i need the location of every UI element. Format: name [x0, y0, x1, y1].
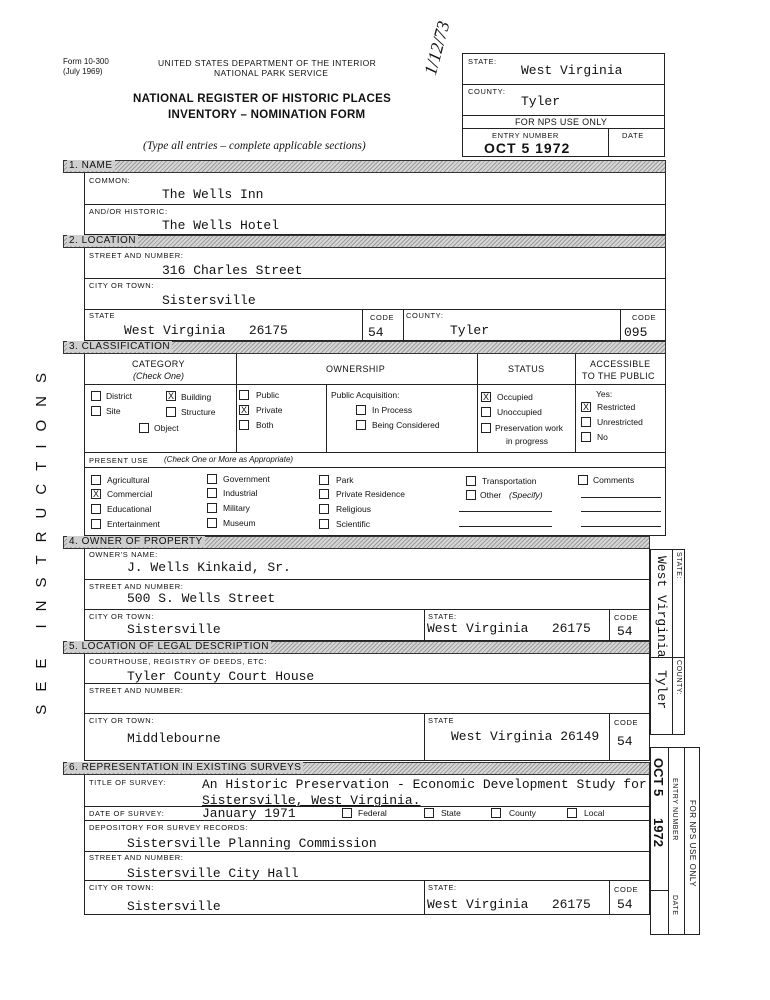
owner-city-label: CITY OR TOWN: [89, 612, 154, 621]
public-label: Public [256, 390, 280, 400]
unrestricted-checkbox[interactable] [581, 417, 591, 427]
courthouse-value: Tyler County Court House [127, 669, 315, 684]
survey-title-label: TITLE OF SURVEY: [89, 778, 166, 787]
survey-city: Sistersville [127, 899, 221, 914]
handwritten-date: 1/12/73 [420, 18, 454, 78]
industrial-label: Industrial [223, 488, 258, 498]
section-4-header: 4. OWNER OF PROPERTY [63, 536, 650, 549]
code-label: CODE [370, 313, 395, 322]
other-checkbox[interactable] [466, 490, 476, 500]
code2-label: CODE [632, 313, 657, 322]
being-considered-label: Being Considered [372, 420, 440, 430]
public-checkbox[interactable] [239, 390, 249, 400]
margin-date-label: DATE [671, 895, 678, 916]
survey-code: 54 [617, 897, 633, 912]
code-value: 54 [368, 325, 384, 340]
federal-label: Federal [358, 808, 387, 818]
owner-state: West Virginia 26175 [427, 621, 591, 636]
margin-state-label: STATE: [675, 552, 682, 580]
owner-code-label: CODE [614, 613, 639, 622]
department: UNITED STATES DEPARTMENT OF THE INTERIOR [158, 58, 377, 68]
code2-value: 095 [624, 325, 648, 340]
in-process-label: In Process [372, 405, 413, 415]
state-option-label: State [441, 808, 461, 818]
legal-city: Middlebourne [127, 731, 221, 746]
owner-street: 500 S. Wells Street [127, 591, 276, 606]
ownership-header: OWNERSHIP [326, 364, 386, 374]
survey-street-label: STREET AND NUMBER: [89, 853, 184, 862]
street-label: STREET AND NUMBER: [89, 251, 184, 260]
common-label: COMMON: [89, 176, 131, 185]
other-label: Other [480, 490, 502, 500]
owner-code: 54 [617, 624, 633, 639]
present-use-label: PRESENT USE [89, 456, 149, 465]
park-label: Park [336, 475, 354, 485]
private-residence-label: Private Residence [336, 489, 405, 499]
state-checkbox[interactable] [424, 808, 434, 818]
status-header: STATUS [508, 364, 545, 374]
being-considered-checkbox[interactable] [356, 420, 366, 430]
restricted-checkbox[interactable]: X [582, 402, 589, 412]
entry-number-label: ENTRY NUMBER [492, 131, 559, 140]
legal-street-label: STREET AND NUMBER: [89, 686, 184, 695]
religious-label: Religious [336, 504, 371, 514]
city-label: CITY OR TOWN: [89, 281, 154, 290]
margin-stamp-month: OCT 5 [651, 758, 666, 797]
owner-name: J. Wells Kinkaid, Sr. [127, 560, 291, 575]
occupied-label: Occupied [497, 392, 533, 402]
preservation-checkbox[interactable] [481, 423, 491, 433]
agricultural-checkbox[interactable] [91, 475, 101, 485]
private-residence-checkbox[interactable] [319, 489, 329, 499]
preservation-label: Preservation work [495, 423, 564, 433]
top-state-value: West Virginia [521, 63, 623, 78]
section-2-header: 2. LOCATION [63, 235, 666, 248]
present-use-note: (Check One or More as Appropriate) [164, 455, 294, 464]
restricted-label: Restricted [597, 402, 636, 412]
owner-street-label: STREET AND NUMBER: [89, 582, 184, 591]
federal-checkbox[interactable] [342, 808, 352, 818]
state-label: STATE [89, 311, 116, 320]
survey-state-label: STATE: [428, 883, 457, 892]
agricultural-label: Agricultural [107, 475, 150, 485]
public-acquisition-label: Public Acquisition: [331, 390, 400, 400]
county-label: COUNTY: [406, 311, 444, 320]
date-label: DATE [622, 131, 644, 140]
yes-label: Yes: [596, 389, 613, 399]
no-label: No [597, 432, 608, 442]
in-process-checkbox[interactable] [356, 405, 366, 415]
margin-county: Tyler [654, 670, 669, 710]
county-checkbox[interactable] [491, 808, 501, 818]
military-checkbox[interactable] [207, 503, 217, 513]
top-county-value: Tyler [521, 94, 561, 109]
educational-label: Educational [107, 504, 152, 514]
in-progress-label: in progress [506, 436, 549, 446]
see-instructions: SEE INSTRUCTIONS [33, 360, 50, 715]
survey-title-line1: An Historic Preservation - Economic Development Study for [202, 777, 647, 792]
check-one: (Check One) [133, 371, 185, 381]
survey-city-label: CITY OR TOWN: [89, 883, 154, 892]
local-checkbox[interactable] [567, 808, 577, 818]
survey-title-line2: Sistersville, West Virginia. [202, 793, 421, 808]
scientific-label: Scientific [336, 519, 371, 529]
legal-code-label: CODE [614, 718, 639, 727]
nps-use-label: FOR NPS USE ONLY [515, 117, 608, 127]
public-header: TO THE PUBLIC [582, 371, 655, 381]
transportation-checkbox[interactable] [466, 476, 476, 486]
commercial-label: Commercial [107, 489, 153, 499]
religious-checkbox[interactable] [319, 504, 329, 514]
depository-value: Sistersville Planning Commission [127, 836, 377, 851]
building-label: Building [181, 392, 212, 402]
margin-nps-label: FOR NPS USE ONLY [688, 800, 697, 888]
building-checkbox[interactable]: X [167, 391, 174, 401]
local-label: Local [584, 808, 605, 818]
survey-street: Sistersville City Hall [127, 866, 299, 881]
margin-state: West Virginia [654, 556, 669, 658]
depository-label: DEPOSITORY FOR SURVEY RECORDS: [89, 823, 249, 832]
park-checkbox[interactable] [319, 475, 329, 485]
unoccupied-label: Unoccupied [497, 407, 542, 417]
survey-code-label: CODE [614, 885, 639, 894]
transportation-label: Transportation [482, 476, 537, 486]
margin-stamp-year: 1972 [651, 818, 666, 847]
owner-name-label: OWNER'S NAME: [89, 550, 158, 559]
legal-city-label: CITY OR TOWN: [89, 716, 154, 725]
unoccupied-checkbox[interactable] [481, 407, 491, 417]
service: NATIONAL PARK SERVICE [214, 68, 329, 78]
historic-label: AND/OR HISTORIC: [89, 207, 168, 216]
district-label: District [106, 391, 132, 401]
private-label: Private [256, 405, 283, 415]
both-label: Both [256, 420, 274, 430]
form-title: NATIONAL REGISTER OF HISTORIC PLACES [133, 93, 392, 105]
legal-state-label: STATE [428, 716, 455, 725]
margin-entry-label: ENTRY NUMBER [671, 778, 678, 841]
both-checkbox[interactable] [239, 420, 249, 430]
top-state-label: STATE: [468, 57, 497, 66]
entertainment-checkbox[interactable] [91, 519, 101, 529]
structure-checkbox[interactable] [166, 407, 176, 417]
form-date: (July 1969) [63, 67, 103, 76]
accessible-header: ACCESSIBLE [590, 359, 651, 369]
form-subtitle: INVENTORY – NOMINATION FORM [168, 109, 366, 121]
entry-stamp: OCT 5 1972 [484, 140, 571, 156]
section-5-header: 5. LOCATION OF LEGAL DESCRIPTION [63, 641, 650, 654]
city-value: Sistersville [162, 293, 256, 308]
object-label: Object [154, 423, 179, 433]
commercial-checkbox[interactable]: X [92, 489, 99, 499]
state-value: West Virginia 26175 [124, 323, 288, 338]
specify-label: (Specify) [509, 490, 543, 500]
top-county-label: COUNTY: [468, 87, 506, 96]
form-number: Form 10-300 [63, 57, 109, 66]
street-value: 316 Charles Street [162, 263, 303, 278]
category-header: CATEGORY [132, 359, 185, 369]
site-label: Site [106, 406, 121, 416]
government-label: Government [223, 474, 270, 484]
scientific-checkbox[interactable] [319, 519, 329, 529]
legal-state: West Virginia 26149 [451, 729, 600, 744]
instructions: (Type all entries – complete applicable sections) [143, 140, 366, 152]
comments-checkbox[interactable] [578, 475, 588, 485]
district-checkbox[interactable] [91, 391, 101, 401]
comments-label: Comments [593, 475, 635, 485]
structure-label: Structure [181, 407, 216, 417]
section-3-header: 3. CLASSIFICATION [63, 341, 666, 354]
museum-checkbox[interactable] [207, 518, 217, 528]
county-option-label: County [509, 808, 536, 818]
common-name: The Wells Inn [162, 187, 264, 202]
educational-checkbox[interactable] [91, 504, 101, 514]
owner-city: Sistersville [127, 622, 221, 637]
survey-state: West Virginia 26175 [427, 897, 591, 912]
section-6-header: 6. REPRESENTATION IN EXISTING SURVEYS [63, 762, 650, 775]
survey-date: January 1971 [202, 806, 296, 821]
private-checkbox[interactable]: X [240, 405, 247, 415]
survey-date-label: DATE OF SURVEY: [89, 809, 165, 818]
legal-code: 54 [617, 734, 633, 749]
historic-name: The Wells Hotel [162, 218, 280, 233]
occupied-checkbox[interactable]: X [482, 392, 489, 402]
county-value: Tyler [450, 323, 490, 338]
owner-state-label: STATE: [428, 612, 457, 621]
unrestricted-label: Unrestricted [597, 417, 643, 427]
military-label: Military [223, 503, 250, 513]
museum-label: Museum [223, 518, 256, 528]
courthouse-label: COURTHOUSE, REGISTRY OF DEEDS, ETC: [89, 657, 268, 666]
no-checkbox[interactable] [581, 432, 591, 442]
section-1-header: 1. NAME [63, 160, 666, 173]
object-checkbox[interactable] [139, 423, 149, 433]
government-checkbox[interactable] [207, 474, 217, 484]
site-checkbox[interactable] [91, 406, 101, 416]
industrial-checkbox[interactable] [207, 488, 217, 498]
entertainment-label: Entertainment [107, 519, 160, 529]
margin-county-label: COUNTY: [675, 660, 682, 696]
